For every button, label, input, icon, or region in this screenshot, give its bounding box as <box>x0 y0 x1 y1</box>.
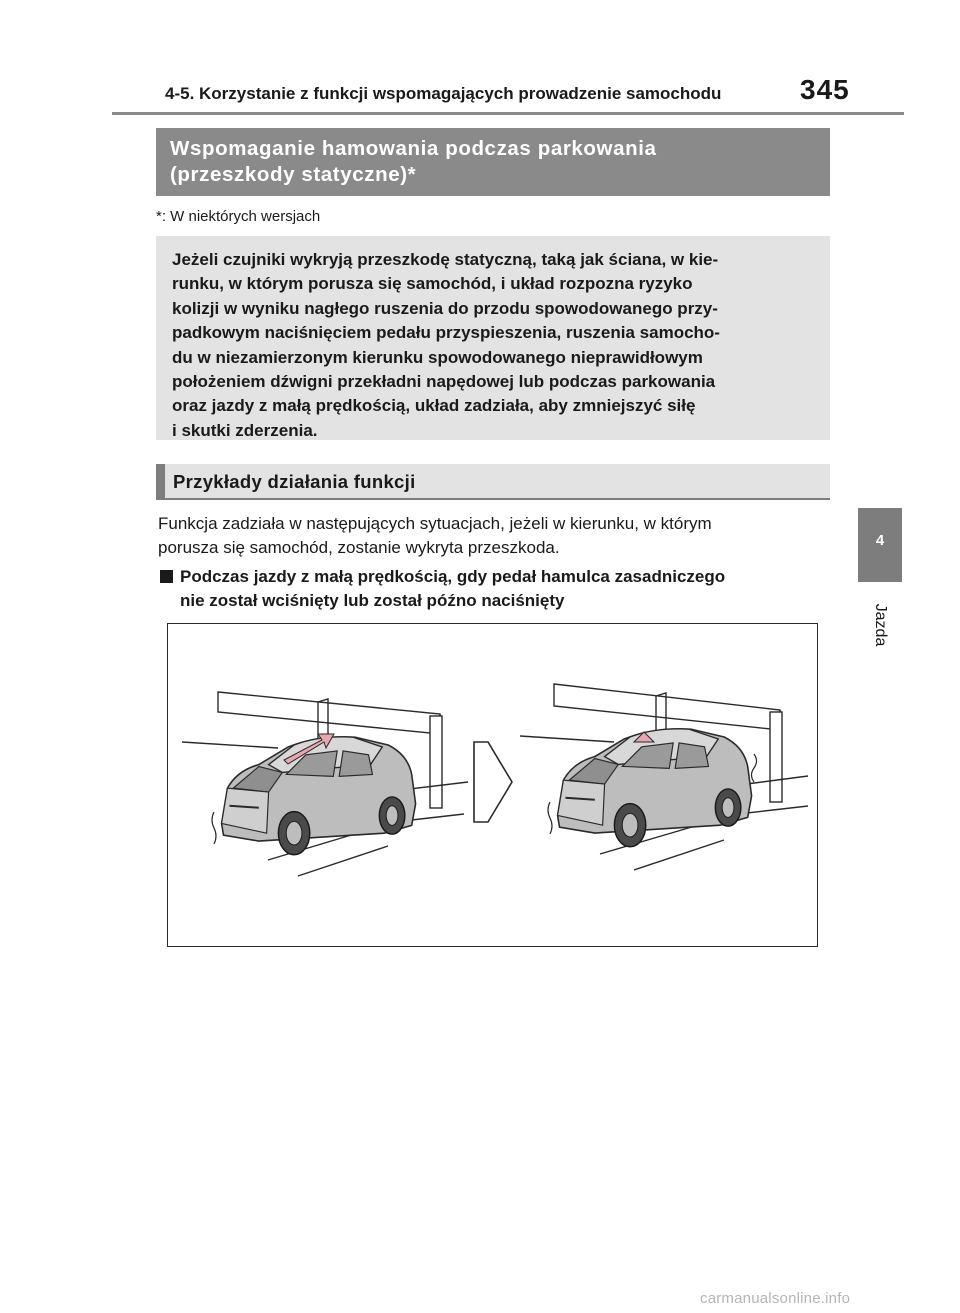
intro-line: padkowym naciśnięciem pedału przyspieszenia, ruszenia samocho- <box>172 323 720 343</box>
intro-line: runku, w którym porusza się samochód, i układ rozpozna ryzyko <box>172 274 693 294</box>
bullet-line: nie został wciśnięty lub został późno naciśnięty <box>180 591 565 610</box>
watermark: carmanualsonline.info <box>700 1290 851 1307</box>
parking-illustration <box>167 623 818 947</box>
section-title-bar <box>156 128 830 196</box>
intro-line: położeniem dźwigni przekładni napędowej lub podczas parkowania <box>172 372 716 392</box>
body-paragraph <box>158 512 838 560</box>
square-bullet-icon <box>160 570 173 583</box>
chapter-number: 4 <box>875 532 885 549</box>
body-line: Funkcja zadziała w następujących sytuacjach, jeżeli w kierunku, w którym <box>158 514 712 533</box>
intro-line: kolizji w wyniku nagłego ruszenia do przodu spowodowanego przy- <box>172 298 718 318</box>
intro-line: i skutki zderzenia. <box>172 420 318 440</box>
intro-box <box>156 236 830 440</box>
page-number: 345 <box>800 74 850 105</box>
scene-right <box>520 684 808 870</box>
chapter-label <box>868 596 892 656</box>
chapter-tab[interactable] <box>858 508 902 582</box>
bullet-line: Podczas jazdy z małą prędkością, gdy pedał hamulca zasadniczego <box>180 567 726 586</box>
bullet-text <box>180 565 840 613</box>
illustration-svg <box>168 624 816 945</box>
intro-line: Jeżeli czujniki wykryją przeszkodę statyczną, taką jak ściana, w kie- <box>172 250 719 269</box>
header-rule <box>112 112 904 115</box>
footnote: *: W niektórych wersjach <box>156 208 321 225</box>
intro-line: oraz jazdy z małą prędkością, układ zadziała, aby zmniejszyć siłę <box>172 396 696 416</box>
subheading: Przykłady działania funkcji <box>156 464 830 500</box>
body-line: porusza się samochód, zostanie wykryta przeszkoda. <box>158 538 560 557</box>
section-title-line-1: Wspomaganie hamowania podczas parkowania <box>170 137 657 160</box>
intro-line: du w niezamierzonym kierunku spowodowanego nieprawidłowym <box>172 347 703 367</box>
section-title-line-2: (przeszkody statyczne)* <box>170 163 417 186</box>
transition-arrow-icon <box>474 742 512 822</box>
chapter-label-text: Jazda <box>872 603 889 647</box>
running-header-section: 4-5. Korzystanie z funkcji wspomagających prowadzenie samochodu <box>165 84 722 103</box>
scene-left <box>182 692 468 876</box>
